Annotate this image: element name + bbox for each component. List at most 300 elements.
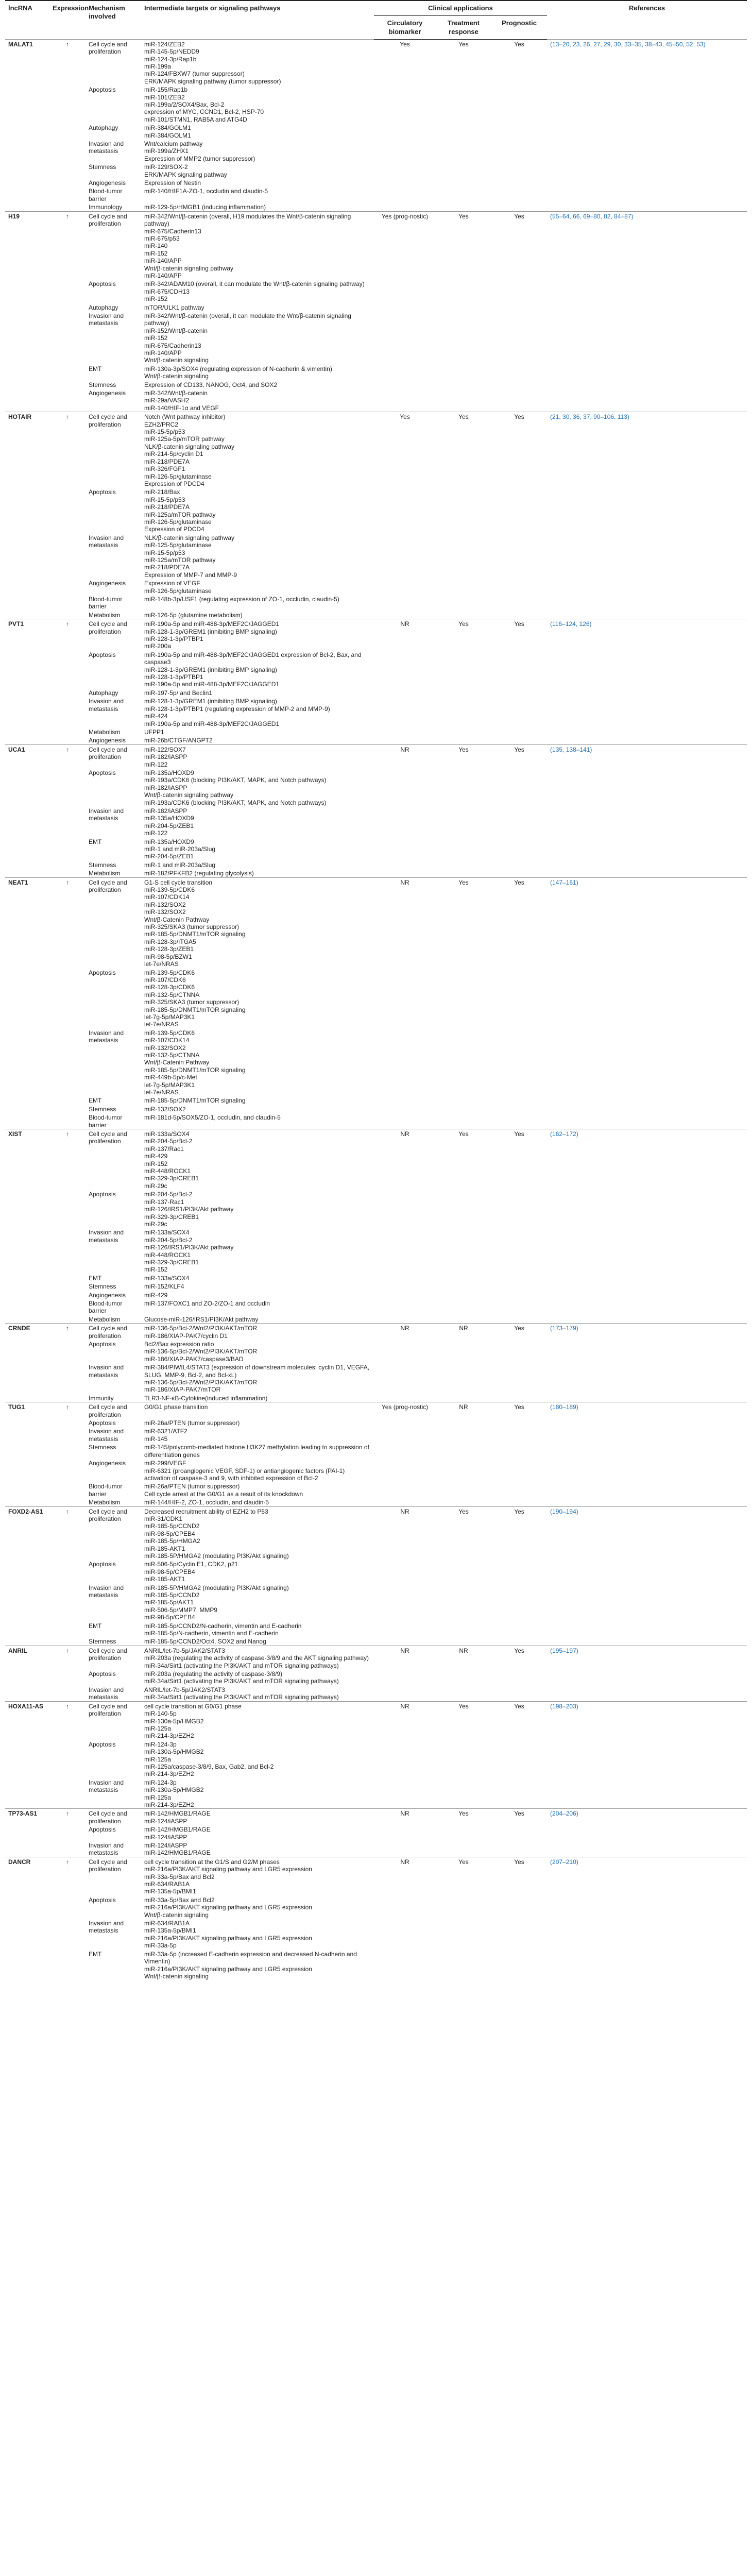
target-line: miR-33a-5p	[144, 1942, 177, 1950]
target-line: miR-185-5p/DNMT1/mTOR signaling	[144, 1066, 246, 1074]
targets-cell	[141, 1560, 374, 1583]
header-lncrna: lncRNA	[5, 1, 49, 39]
mechanism-cell: Invasion and metastasis	[89, 534, 124, 549]
mechanism-cell: Angiogenesis	[89, 1291, 126, 1299]
references-value: (116–124, 126)	[547, 619, 747, 745]
treatment-response-value: NR	[436, 1646, 491, 1701]
mechanism-cell: Invasion and metastasis	[89, 1029, 124, 1044]
target-line: miR-204-5p/Bcl-2	[144, 1191, 193, 1198]
target-line: miR-136-5p/Bcl-2/Wnt2/PI3K/AKT/mTOR	[144, 1348, 258, 1355]
target-line: miR-125a	[144, 1793, 172, 1801]
prognostic-value: Yes	[491, 1402, 547, 1506]
target-line: miR-185-5p/DNMT1/mTOR signaling	[144, 930, 246, 938]
target-line: miR-136-5p/Bcl-2/Wnt2/PI3K/AKT/mTOR	[144, 1325, 258, 1332]
target-line: miR-675/p53	[144, 234, 180, 242]
target-line: Wnt/β-catenin signaling pathway	[144, 791, 233, 799]
target-line: miR-140/HIF1A-ZO-1, occludin and claudin-5	[144, 188, 268, 195]
target-line: miR-342/Wnt/β-catenin (overall, H19 modulates the Wnt/β-catenin signaling pathway)	[144, 212, 351, 228]
mechanism-cell: Angiogenesis	[89, 179, 126, 187]
targets-cell	[141, 202, 374, 211]
target-line: miR-124/iASPP	[144, 1833, 187, 1841]
target-line: miR-98-5p/CPEB4	[144, 1568, 195, 1575]
target-line: miR-185-5p/DNMT1/mTOR signaling	[144, 1006, 246, 1013]
targets-cell	[141, 727, 374, 736]
target-line: miR-15-5p/p53	[144, 549, 185, 556]
target-line: miR-125a-5p/mTOR pathway	[144, 435, 225, 443]
mechanism-cell: Apoptosis	[89, 651, 116, 658]
references-value: (190–194)	[547, 1506, 747, 1646]
target-line: miR-139-5p/CDK6	[144, 969, 195, 976]
target-line: miR-124/FBXW7 (tumor suppressor)	[144, 70, 245, 78]
target-line: miR-137-Rac1	[144, 1198, 184, 1206]
target-line: miR-124-3p	[144, 1778, 177, 1786]
mechanism-cell: Metabolism	[89, 611, 121, 619]
target-line: miR-186/XIAP-PAK7/cyclin D1	[144, 1332, 228, 1340]
target-line: miR-124/iASPP	[144, 1817, 187, 1825]
target-line: miR-190a-5p and miR-488-3p/MEF2C/JAGGED1	[144, 620, 280, 628]
mechanism-cell: Apoptosis	[89, 488, 116, 496]
target-line: miR-140	[144, 242, 168, 250]
prognostic-value: Yes	[491, 1129, 547, 1324]
mechanism-cell: Invasion and metastasis	[89, 312, 124, 327]
targets-cell	[141, 768, 374, 806]
target-line: miR-130a-5p/HMGB2	[144, 1748, 204, 1756]
mechanism-cell: Autophagy	[89, 689, 118, 697]
target-line: miR-137/Rac1	[144, 1145, 184, 1153]
target-line: miR-325/SKA3 (tumor suppressor)	[144, 923, 240, 931]
target-line: UFPP1	[144, 728, 164, 736]
target-line: miR-132/SOX2	[144, 901, 186, 908]
target-line: miR-26b/CTGF/ANGPT2	[144, 737, 213, 744]
targets-cell	[141, 412, 374, 488]
references-value: (198–203)	[547, 1701, 747, 1809]
table-row	[5, 619, 747, 650]
mechanism-cell: Stemness	[89, 1283, 116, 1291]
target-line: miR-142/HMGB1/RAGE	[144, 1849, 211, 1857]
mechanism-cell: EMT	[89, 838, 102, 845]
target-line: miR-342/Wnt/β-catenin	[144, 389, 208, 397]
mechanism-cell: Apoptosis	[89, 1670, 116, 1678]
target-line: miR-185-5p/DNMT1/mTOR signaling	[144, 1097, 246, 1105]
target-line: miR-126/IRS1/PI3K/Akt pathway	[144, 1244, 234, 1251]
lncrna-name: UCA1	[5, 744, 49, 877]
target-line: miR-199a/2/SOX4/Bax, Bcl-2	[144, 101, 225, 108]
expression-arrow: ↑	[49, 211, 86, 412]
mechanism-cell: Blood-tumor barrier	[89, 1483, 123, 1498]
table-row	[5, 1701, 747, 1740]
mechanism-cell: Stemness	[89, 861, 116, 869]
targets-cell	[141, 736, 374, 744]
target-line: cell cycle transition at the G1/S and G2/M phases	[144, 1858, 280, 1866]
target-line: miR-152	[144, 334, 168, 342]
mechanism-cell: Apoptosis	[89, 1826, 116, 1834]
treatment-response-value: Yes	[436, 1857, 491, 1980]
mechanism-cell: Metabolism	[89, 728, 121, 736]
mechanism-cell: Angiogenesis	[89, 737, 126, 744]
target-line: Wnt/β-catenin signaling	[144, 372, 209, 380]
target-line: miR-139-5p/CDK6	[144, 886, 195, 894]
target-line: miR-214-5p/cyclin D1	[144, 450, 203, 458]
target-line: miR-218/PDE7A	[144, 457, 190, 465]
targets-cell	[141, 123, 374, 139]
targets-cell	[141, 388, 374, 412]
mechanism-cell: Angiogenesis	[89, 580, 126, 587]
target-line: let-7g-5p/MAP3K1	[144, 1013, 195, 1021]
table-row	[5, 877, 747, 968]
circulatory-biomarker-value: NR	[374, 877, 436, 1129]
mechanism-cell: EMT	[89, 1950, 102, 1958]
mechanism-cell: Metabolism	[89, 1315, 121, 1323]
target-line: Expression of CD133, NANOG, Oct4, and SOX2	[144, 381, 278, 388]
target-line: miR-204-5p/ZEB1	[144, 822, 194, 829]
target-line: miR-186/XIAP-PAK7/caspase3/BAD	[144, 1355, 244, 1363]
mechanism-cell: Invasion and metastasis	[89, 807, 124, 822]
target-line: miR-329-3p/CREB1	[144, 1175, 199, 1182]
mechanism-cell: Apoptosis	[89, 1896, 116, 1904]
targets-cell	[141, 487, 374, 533]
target-line: miR-130a-3p/SOX4 (regulating expression of N-cadherin & vimentin)	[144, 365, 332, 372]
table-row	[5, 211, 747, 279]
target-line: miR-216a/PI3K/AKT signaling pathway and LGR5 expression	[144, 1904, 312, 1911]
references-value: (135, 138–141)	[547, 744, 747, 877]
targets-cell	[141, 1498, 374, 1506]
target-line: miR-101/STMN1, RAB5A and ATG4D	[144, 115, 247, 123]
mechanism-cell: Angiogenesis	[89, 389, 126, 397]
target-line: miR-185-AKT1	[144, 1575, 185, 1583]
target-line: ERK/MAPK signaling pathway (tumor suppressor)	[144, 77, 281, 85]
target-line: miR-214-3p/EZH2	[144, 1770, 194, 1778]
target-line: miR-128-1-3p/PTBP1 (regulating expression of MMP-2 and MMP-9)	[144, 705, 330, 713]
targets-cell	[141, 688, 374, 697]
target-line: miR-185-5p/HMGA2	[144, 1537, 200, 1545]
target-line: miR-326/FGF1	[144, 465, 185, 473]
mechanism-cell: Invasion and metastasis	[89, 1584, 124, 1599]
target-line: miR-182/iASPP	[144, 807, 187, 815]
targets-cell	[141, 311, 374, 364]
expression-arrow: ↑	[49, 412, 86, 619]
target-line: miR-186/XIAP-PAK7/mTOR	[144, 1386, 221, 1394]
target-line: miR-218/Bax	[144, 488, 180, 496]
target-line: miR-152/KLF4	[144, 1283, 184, 1291]
expression-arrow: ↑	[49, 39, 86, 211]
targets-cell	[141, 1402, 374, 1418]
references-value: (55–64, 66, 69–80, 82, 84–87)	[547, 211, 747, 412]
target-line: let-7g-5p/MAP3K1	[144, 1081, 195, 1089]
mechanism-cell: Autophagy	[89, 303, 118, 311]
target-line: Wnt/calcium pathway	[144, 140, 203, 148]
target-line: activation of caspase-3 and 9, with inhibited expression of Bcl-2	[144, 1474, 318, 1482]
target-line: miR-6321/ATF2	[144, 1428, 187, 1435]
target-line: miR-204-5p/ZEB1	[144, 853, 194, 860]
target-line: miR-6321 (proangiogenic VEGF, SDF-1) or antiangiogenic factors (PAI-1)	[144, 1467, 345, 1475]
mechanism-cell: Cell cycle and proliferation	[86, 1324, 141, 1340]
target-line: Wnt/β-catenin signaling	[144, 1972, 209, 1980]
target-line: miR-216a/PI3K/AKT signaling pathway and LGR5 expression	[144, 1866, 312, 1873]
targets-cell	[141, 619, 374, 650]
target-line: miR-384/PIWIL4/STAT3 (expression of downstream molecules: cyclin D1, VEGFA, SLUG, MMP-9, Bcl-2, and Bcl-xL)	[144, 1364, 370, 1379]
mechanism-cell: Apoptosis	[89, 280, 116, 288]
target-line: miR-214-3p/EZH2	[144, 1732, 194, 1740]
mechanism-cell: Apoptosis	[89, 1561, 116, 1568]
target-line: Bcl2/Bax expression ratio	[144, 1341, 214, 1348]
target-line: miR-216a/PI3K/AKT signaling pathway and LGR5 expression	[144, 1934, 312, 1942]
circulatory-biomarker-value: NR	[374, 1809, 436, 1857]
targets-cell	[141, 579, 374, 595]
targets-cell	[141, 533, 374, 579]
header-prognostic: Prognostic	[491, 16, 547, 40]
target-line: miR-33a-5p/Bax and Bcl2	[144, 1873, 215, 1880]
target-line: miR-135a/HOXD9	[144, 815, 194, 822]
lncrna-name: MALAT1	[5, 39, 49, 211]
target-line: miR-329-3p/CREB1	[144, 1213, 199, 1221]
target-line: miR-126/IRS1/PI3K/Akt pathway	[144, 1206, 234, 1213]
target-line: miR-181d-5p/SOX5/ZO-1, occludin, and claudin-5	[144, 1114, 281, 1122]
prognostic-value: Yes	[491, 412, 547, 619]
target-line: miR-203a (regulating the activity of caspase-3/8/9 and the AKT signaling pathway)	[144, 1654, 369, 1662]
target-line: Wnt/β-catenin signaling	[144, 1911, 209, 1919]
target-line: miR-152	[144, 295, 168, 303]
mechanism-cell: Stemness	[89, 1638, 116, 1646]
targets-cell	[141, 303, 374, 311]
lncrna-name: XIST	[5, 1129, 49, 1324]
table-row	[5, 1857, 747, 1895]
targets-cell	[141, 1621, 374, 1637]
target-line: miR-200a	[144, 642, 172, 650]
target-line: miR-124-3p/Rap1b	[144, 55, 197, 63]
target-line: miR-124/iASPP	[144, 1842, 187, 1849]
targets-cell	[141, 85, 374, 123]
treatment-response-value: Yes	[436, 412, 491, 619]
circulatory-biomarker-value: NR	[374, 1646, 436, 1701]
target-line: miR-152	[144, 249, 168, 257]
references-value: (204–206)	[547, 1809, 747, 1857]
references-value: (180–189)	[547, 1402, 747, 1506]
table-row	[5, 412, 747, 488]
target-line: miR-29c	[144, 1182, 167, 1190]
target-line: miR-185-5p/CCND2	[144, 1591, 200, 1599]
target-line: miR-193a/CDK6 (blocking PI3K/AKT, MAPK, and Notch pathways)	[144, 776, 327, 784]
target-line: Cell cycle arrest at the G0/G1 as a result of its knockdown	[144, 1490, 303, 1498]
target-line: miR-34a/Sirt1 (activating the PI3K/AKT and mTOR signaling pathways)	[144, 1677, 339, 1685]
target-line: miR-128-1-3p/GREM1 (inhibiting BMP signaling)	[144, 666, 277, 673]
targets-cell	[141, 1394, 374, 1402]
expression-arrow: ↑	[49, 1646, 86, 1701]
mechanism-cell: Autophagy	[89, 124, 118, 132]
target-line: miR-26a/PTEN (tumor suppressor)	[144, 1483, 240, 1490]
mechanism-cell: Apoptosis	[89, 969, 116, 976]
targets-cell	[141, 1324, 374, 1340]
mechanism-cell: Cell cycle and proliferation	[86, 211, 141, 279]
circulatory-biomarker-value: NR	[374, 1506, 436, 1646]
target-line: let-7e/NRAS	[144, 960, 179, 968]
targets-cell	[141, 1950, 374, 1980]
mechanism-cell: Immunity	[89, 1394, 114, 1402]
treatment-response-value: NR	[436, 1402, 491, 1506]
target-line: miR-204-5p/Bcl-2	[144, 1236, 193, 1244]
target-line: miR-133a/SOX4	[144, 1274, 190, 1282]
mechanism-cell: Blood-tumor barrier	[89, 596, 123, 611]
lncrna-table	[5, 0, 747, 1980]
target-line: miR-101/ZEB2	[144, 93, 185, 101]
target-line: miR-137/FOXC1 and ZO-2/ZO-1 and occludin	[144, 1299, 270, 1307]
target-line: miR-140/APP	[144, 257, 182, 265]
target-line: miR-133a/SOX4	[144, 1229, 190, 1236]
lncrna-name: CRNDE	[5, 1324, 49, 1402]
target-line: miR-152/Wnt/β-catenin	[144, 327, 208, 334]
target-line: miR-128-1-3p/PTBP1	[144, 635, 203, 643]
target-line: miR-384/GOLM1	[144, 124, 191, 132]
mechanism-cell: Cell cycle and proliferation	[86, 744, 141, 768]
target-line: miR-125a/mTOR pathway	[144, 556, 216, 564]
target-line: miR-448/ROCK1	[144, 1167, 191, 1175]
targets-cell	[141, 1105, 374, 1113]
target-line: miR-128-3p/ITGA5	[144, 938, 196, 945]
mechanism-cell: Invasion and metastasis	[89, 1428, 124, 1443]
mechanism-cell: Blood-tumor barrier	[89, 1299, 123, 1315]
target-line: miR-142/HMGB1/RAGE	[144, 1826, 211, 1834]
mechanism-cell: Cell cycle and proliferation	[86, 619, 141, 650]
targets-cell	[141, 1646, 374, 1669]
target-line: Notch (Wnt pathway inhibitor)	[144, 413, 226, 421]
expression-arrow: ↑	[49, 1402, 86, 1506]
mechanism-cell: Cell cycle and proliferation	[86, 1506, 141, 1560]
target-line: miR-185-5p/CCND2/N-cadherin, vimentin and E-cadherin	[144, 1622, 302, 1630]
target-line: expression of MYC, CCND1, Bcl-2, HSP-70	[144, 108, 264, 116]
target-line: miR-448/ROCK1	[144, 1251, 191, 1259]
target-line: miR-218/PDE7A	[144, 564, 190, 571]
target-line: miR-98-5p/CPEB4	[144, 1614, 195, 1621]
mechanism-cell: Stemness	[89, 163, 116, 171]
mechanism-cell: Cell cycle and proliferation	[86, 39, 141, 85]
target-line: miR-34a/Sirt1 (activating the PI3K/AKT and mTOR signaling pathways)	[144, 1662, 339, 1669]
mechanism-cell: Invasion and metastasis	[89, 1842, 124, 1857]
prognostic-value: Yes	[491, 1701, 547, 1809]
table-row	[5, 1324, 747, 1340]
targets-cell	[141, 1740, 374, 1778]
mechanism-cell: Angiogenesis	[89, 1460, 126, 1467]
mechanism-cell: Invasion and metastasis	[89, 698, 124, 713]
mechanism-cell: Apoptosis	[89, 1341, 116, 1348]
target-line: miR-185-5p/N-cadherin, vimentin and E-cadherin	[144, 1630, 279, 1637]
target-line: miR-135a-5p/BMI1	[144, 1888, 196, 1895]
treatment-response-value: Yes	[436, 619, 491, 745]
target-line: miR-140/APP	[144, 272, 182, 279]
targets-cell	[141, 744, 374, 768]
target-line: miR-128-1-3p/PTBP1	[144, 673, 203, 681]
target-line: Wnt/β-Catenin Pathway	[144, 916, 210, 923]
target-line: miR-129/SOX-2	[144, 163, 188, 171]
targets-cell	[141, 211, 374, 279]
mechanism-cell: Invasion and metastasis	[89, 1364, 124, 1379]
targets-cell	[141, 1282, 374, 1290]
target-line: miR-182/PFKFB2 (regulating glycolysis)	[144, 870, 254, 877]
prognostic-value: Yes	[491, 1506, 547, 1646]
targets-cell	[141, 1583, 374, 1621]
expression-arrow: ↑	[49, 1129, 86, 1324]
target-line: miR-197-5p/ and Beclin1	[144, 689, 213, 697]
target-line: miR-124/ZEB2	[144, 40, 185, 48]
target-line: miR-15-5p/p53	[144, 428, 185, 436]
target-line: miR-190a-5p and miR-488-3p/MEF2C/JAGGED1	[144, 720, 280, 727]
mechanism-cell: Cell cycle and proliferation	[86, 1701, 141, 1740]
target-line: Expression of MMP-7 and MMP-9	[144, 571, 237, 579]
targets-cell	[141, 1857, 374, 1895]
target-line: G1-S cell cycle transition	[144, 878, 213, 886]
target-line: miR-140/HIF-1α and VEGF	[144, 404, 219, 412]
expression-arrow: ↑	[49, 1701, 86, 1809]
target-line: miR-33a-5p/Bax and Bcl2	[144, 1896, 215, 1904]
header-clinical-applications: Clinical applications	[374, 1, 547, 16]
mechanism-cell: Cell cycle and proliferation	[86, 1129, 141, 1190]
targets-cell	[141, 877, 374, 968]
target-line: miR-98-5p/CPEB4	[144, 1530, 195, 1537]
target-line: miR-126-5p (glutamine metabolism)	[144, 611, 243, 619]
target-line: miR-140-5p	[144, 1710, 177, 1718]
target-line: miR-299/VEGF	[144, 1460, 186, 1467]
targets-cell	[141, 1291, 374, 1299]
target-line: miR-128-1-3p/GREM1 (inhibiting BMP signaling)	[144, 698, 277, 705]
target-line: miR-34a/Sirt1 (activating the PI3K/AKT and mTOR signaling pathways)	[144, 1693, 339, 1701]
mechanism-cell: EMT	[89, 1274, 102, 1282]
references-value: (173–179)	[547, 1324, 747, 1402]
target-line: miR-190a-5p and miR-488-3p/MEF2C/JAGGED1 expression of Bcl-2, Bax, and caspase3	[144, 651, 362, 666]
prognostic-value: Yes	[491, 1324, 547, 1402]
target-line: miR-185-AKT1	[144, 1545, 185, 1552]
target-line: EZH2/PRC2	[144, 420, 179, 428]
table-row	[5, 1402, 747, 1418]
target-line: miR-185-5p/CCND2/Oct4, SOX2 and Nanog	[144, 1638, 266, 1646]
mechanism-cell: Apoptosis	[89, 1191, 116, 1198]
target-line: miR-126-5p/glutaminase	[144, 518, 212, 526]
target-line: miR-185-5p/CCND2	[144, 1522, 200, 1530]
target-line: miR-140/APP	[144, 349, 182, 357]
mechanism-cell: Metabolism	[89, 870, 121, 877]
table-row	[5, 744, 747, 768]
target-line: miR-199a	[144, 62, 172, 70]
targets-cell	[141, 1669, 374, 1685]
targets-cell	[141, 1363, 374, 1394]
mechanism-cell: Stemness	[89, 381, 116, 388]
expression-arrow: ↑	[49, 744, 86, 877]
target-line: miR-342/Wnt/β-catenin (overall, it can modulate the Wnt/β-catenin signaling pathway)	[144, 312, 351, 327]
target-line: Wnt/β-catenin signaling	[144, 357, 209, 364]
expression-arrow: ↑	[49, 877, 86, 1129]
target-line: miR-675/Cadherin13	[144, 227, 201, 235]
mechanism-cell: Stemness	[89, 1444, 116, 1451]
target-line: TLR3-NF-κB-Cytokine(induced inflammation)	[144, 1394, 268, 1402]
target-line: miR-107/CDK14	[144, 1037, 190, 1044]
target-line: Decreased recruitment ability of EZH2 to P53	[144, 1507, 268, 1515]
targets-cell	[141, 1228, 374, 1273]
references-value: (207–210)	[547, 1857, 747, 1980]
target-line: miR-125a	[144, 1755, 172, 1763]
target-line: miR-145-5p/NEDD9	[144, 48, 199, 56]
targets-cell	[141, 697, 374, 727]
header-targets: Intermediate targets or signaling pathways	[141, 1, 374, 39]
targets-cell	[141, 1809, 374, 1825]
targets-cell	[141, 1096, 374, 1104]
circulatory-biomarker-value: NR	[374, 1857, 436, 1980]
targets-cell	[141, 187, 374, 202]
circulatory-biomarker-value: Yes (prog-nostic)	[374, 211, 436, 412]
circulatory-biomarker-value: NR	[374, 1701, 436, 1809]
header-circulatory-biomarker: Circulatory biomarker	[374, 16, 436, 40]
circulatory-biomarker-value: NR	[374, 1324, 436, 1402]
prognostic-value: Yes	[491, 877, 547, 1129]
targets-cell	[141, 162, 374, 178]
target-line: miR-122	[144, 829, 168, 837]
target-line: miR-132/SOX2	[144, 1105, 186, 1113]
